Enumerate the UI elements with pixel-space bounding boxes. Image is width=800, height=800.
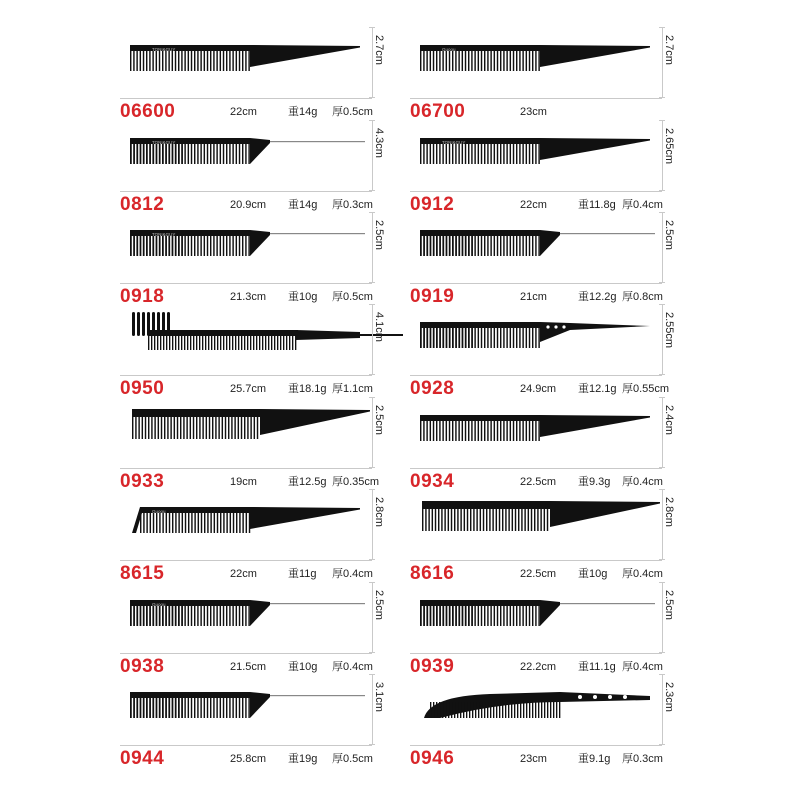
comb-illustration [422,501,660,531]
comb-illustration [130,45,360,71]
baseline-divider [410,98,662,99]
thickness-spec: 厚0.4cm [332,568,373,580]
product-card [410,118,706,213]
weight-spec: 重10g [288,291,318,303]
weight-spec: 重18.1g [288,383,327,395]
height-label: 2.5cm [373,405,385,435]
dimension-tick [659,674,665,675]
model-number: 0938 [120,656,165,677]
product-card [120,580,416,675]
model-number: 0928 [410,378,455,399]
product-card [410,672,706,767]
brand-imprint: Guoou [152,602,166,607]
comb-illustration [420,138,650,164]
height-label: 4.3cm [373,128,385,158]
dimension-tick [369,282,375,283]
dimension-tick [369,559,375,560]
comb-illustration [130,138,365,164]
comb-illustration [420,600,655,626]
comb-illustration [130,600,365,626]
length-spec: 22.2cm [520,661,557,673]
height-label: 2.5cm [663,220,675,250]
dimension-tick [369,212,375,213]
baseline-divider [120,745,372,746]
baseline-divider [120,560,372,561]
comb-illustration [420,322,650,348]
dimension-tick [659,212,665,213]
weight-spec: 重10g [578,568,608,580]
dimension-tick [369,674,375,675]
dimension-tick [369,467,375,468]
thickness-spec: 厚0.3cm [622,753,663,765]
dimension-tick [369,120,375,121]
thickness-spec: 厚0.4cm [622,661,663,673]
baseline-divider [410,468,662,469]
product-card [410,302,706,397]
length-spec: 21.3cm [230,291,267,303]
thickness-spec: 厚0.3cm [332,199,373,211]
height-label: 3.1cm [373,682,385,712]
thickness-spec: 厚0.5cm [332,106,373,118]
product-card [120,487,416,582]
model-number: 0933 [120,471,165,492]
height-label: 2.7cm [663,35,675,65]
length-spec: 20.9cm [230,199,267,211]
model-number: 06700 [410,101,466,122]
comb-illustration [132,507,360,533]
brand-imprint: Guoou [442,47,456,52]
length-spec: 25.7cm [230,383,267,395]
baseline-divider [410,653,662,654]
weight-spec: 重12.2g [578,291,617,303]
dimension-tick [369,397,375,398]
dimension-tick [659,282,665,283]
dimension-tick [369,374,375,375]
model-number: 0950 [120,378,165,399]
dimension-tick [369,744,375,745]
height-label: 2.5cm [373,220,385,250]
length-spec: 21.5cm [230,661,267,673]
height-label: 2.4cm [663,405,675,435]
length-spec: 22cm [520,199,547,211]
model-number: 0934 [410,471,455,492]
dimension-tick [369,582,375,583]
product-card [120,118,416,213]
dimension-tick [659,190,665,191]
baseline-divider [120,375,372,376]
height-label: 2.65cm [663,128,675,165]
height-label: 2.3cm [663,682,675,712]
length-spec: 19cm [230,476,257,488]
baseline-divider [410,375,662,376]
product-card [120,395,416,490]
dimension-tick [659,489,665,490]
comb-illustration [130,692,365,718]
dimension-tick [369,652,375,653]
dimension-tick [369,190,375,191]
product-card [120,210,416,305]
length-spec: 25.8cm [230,753,267,765]
dimension-tick [659,397,665,398]
comb-illustration [420,230,655,256]
model-number: 0912 [410,194,455,215]
weight-spec: 重10g [288,661,318,673]
weight-spec: 重11.1g [578,661,616,673]
length-spec: 22cm [230,568,257,580]
height-label: 2.8cm [373,497,385,527]
product-card [120,302,416,397]
comb-illustration [132,409,370,439]
product-card [410,210,706,305]
thickness-spec: 厚0.5cm [332,753,373,765]
baseline-divider [120,468,372,469]
brand-imprint: TONI&GUY [152,140,176,145]
model-number: 0939 [410,656,455,677]
model-number: 06600 [120,101,176,122]
dimension-tick [659,97,665,98]
weight-spec: 重9.1g [578,753,611,765]
height-label: 2.5cm [663,590,675,620]
model-number: 0946 [410,748,455,769]
model-number: 0919 [410,286,455,307]
brand-imprint: TONI&GUY [152,232,176,237]
dimension-tick [369,489,375,490]
dimension-tick [659,467,665,468]
weight-spec: 重9.3g [578,476,611,488]
baseline-divider [410,560,662,561]
length-spec: 23cm [520,753,547,765]
weight-spec: 重11g [288,568,317,580]
weight-spec: 重11.8g [578,199,616,211]
model-number: 0812 [120,194,165,215]
baseline-divider [120,98,372,99]
dimension-tick [659,374,665,375]
thickness-spec: 厚0.8cm [622,291,663,303]
length-spec: 22.5cm [520,568,557,580]
comb-illustration [424,692,650,718]
length-spec: 24.9cm [520,383,557,395]
weight-spec: 重19g [288,753,318,765]
dimension-tick [659,559,665,560]
dimension-tick [659,652,665,653]
thickness-spec: 厚0.4cm [622,476,663,488]
thickness-spec: 厚1.1cm [332,383,373,395]
model-number: 0944 [120,748,165,769]
dimension-tick [659,744,665,745]
comb-illustration [420,45,650,71]
thickness-spec: 厚0.35cm [332,476,380,488]
height-label: 2.5cm [373,590,385,620]
length-spec: 22cm [230,106,257,118]
thickness-spec: 厚0.4cm [622,199,663,211]
brand-imprint: TONI&GUY [442,140,466,145]
comb-illustration [132,312,403,350]
thickness-spec: 厚0.55cm [622,383,670,395]
product-card [410,395,706,490]
weight-spec: 重14g [288,106,318,118]
baseline-divider [120,191,372,192]
dimension-tick [659,304,665,305]
baseline-divider [120,653,372,654]
model-number: 8616 [410,563,455,584]
dimension-tick [369,97,375,98]
product-card [410,25,706,120]
height-label: 2.7cm [373,35,385,65]
baseline-divider [410,283,662,284]
dimension-tick [659,120,665,121]
comb-illustration [130,230,365,256]
weight-spec: 重12.5g [288,476,327,488]
model-number: 0918 [120,286,165,307]
baseline-divider [120,283,372,284]
product-card [410,487,706,582]
baseline-divider [410,191,662,192]
length-spec: 22.5cm [520,476,557,488]
dimension-tick [369,27,375,28]
weight-spec: 重12.1g [578,383,617,395]
product-card [120,672,416,767]
length-spec: 21cm [520,291,547,303]
height-label: 2.8cm [663,497,675,527]
product-card [120,25,416,120]
product-card [410,580,706,675]
brand-imprint: TONI&GUY [152,47,176,52]
height-label: 2.55cm [663,312,675,349]
height-label: 4.1cm [373,312,385,342]
dimension-tick [659,27,665,28]
brand-imprint: Guoou [152,509,166,514]
dimension-tick [659,582,665,583]
model-number: 8615 [120,563,165,584]
thickness-spec: 厚0.4cm [332,661,373,673]
thickness-spec: 厚0.4cm [622,568,663,580]
length-spec: 23cm [520,106,547,118]
weight-spec: 重14g [288,199,318,211]
comb-illustration [420,415,650,441]
dimension-tick [369,304,375,305]
thickness-spec: 厚0.5cm [332,291,373,303]
baseline-divider [410,745,662,746]
